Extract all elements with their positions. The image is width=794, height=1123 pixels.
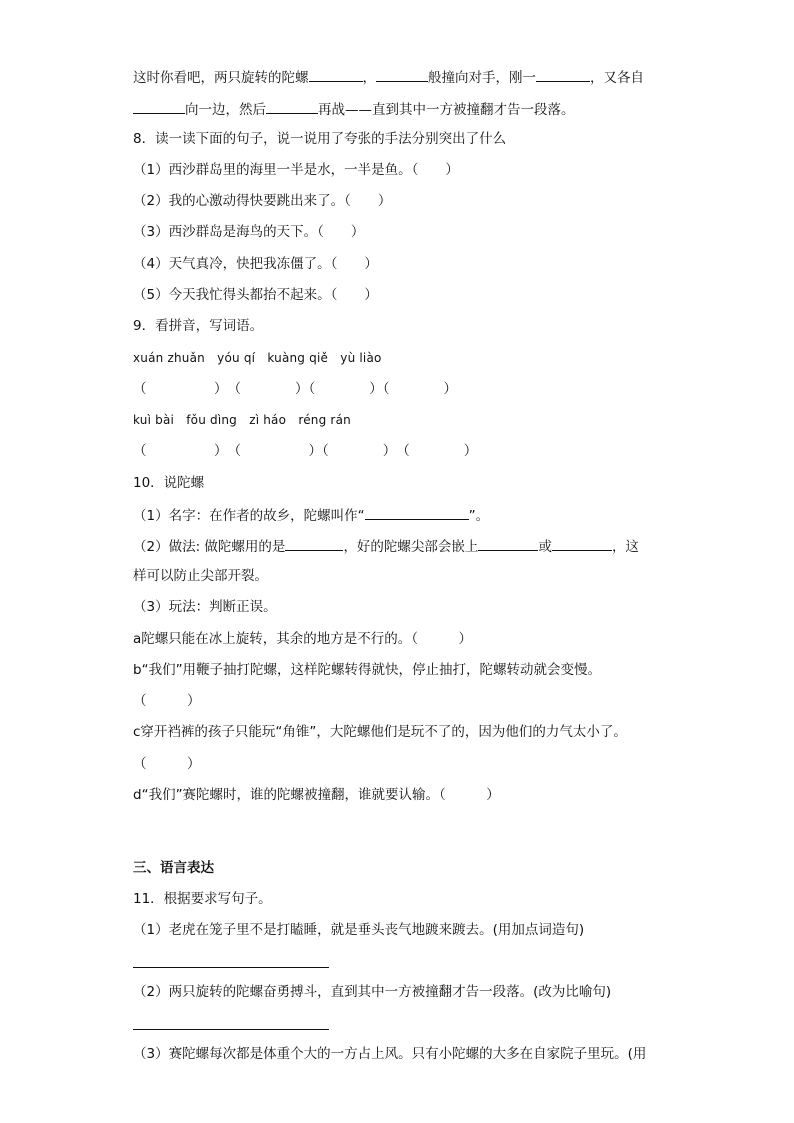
blank-input[interactable] [285, 536, 343, 551]
q9-prompt: 9．看拼音，写词语。 [133, 318, 264, 334]
q10-prompt: 10．说陀螺 [133, 475, 205, 491]
q10-text: ，好的陀螺尖部会嵌上 [343, 539, 479, 555]
q11-item-2: （2）两只旋转的陀螺奋勇搏斗，直到其中一方被撞翻才告一段落。(改为比喻句) [133, 984, 612, 1000]
q10-statement-a: a陀螺只能在冰上旋转，其余的地方是不行的。（ ） [133, 631, 473, 647]
q8-item-2: （2）我的心激动得快要跳出来了。（ ） [133, 193, 392, 209]
passage-text: 般撞向对手，刚一 [428, 70, 536, 86]
q8-prompt: 8．读一读下面的句子，说一说用了夸张的手法分别突出了什么 [133, 131, 507, 147]
blank-input[interactable] [133, 99, 185, 114]
q10-statement-b: b“我们”用鞭子抽打陀螺，这样陀螺转得就快，停止抽打，陀螺转动就会变慢。 [133, 662, 602, 678]
answer-line[interactable] [133, 967, 329, 968]
passage-fill-line-2 [133, 99, 575, 119]
q10-statement-c: c穿开裆裤的孩子只能玩“角锥”，大陀螺他们是玩不了的，因为他们的力气太小了。 [133, 724, 627, 740]
q10-answer-paren-b[interactable]: （ ） [133, 693, 201, 709]
section-title: 三、语言表达 [133, 860, 214, 876]
passage-text: 向一边，然后 [185, 102, 266, 118]
blank-input[interactable] [266, 99, 318, 114]
q10-text: （2）做法: 做陀螺用的是 [133, 539, 286, 555]
q10-method-line-2: 样可以防止尖部开裂。 [133, 568, 268, 584]
passage-text: 再战——直到其中一方被撞翻才告一段落。 [318, 102, 575, 118]
passage-text: ， [362, 70, 376, 86]
blank-input[interactable] [309, 67, 363, 82]
q10-text: （1）名字：在作者的故乡，陀螺叫作“ [133, 508, 365, 524]
passage-text: ，又各自 [590, 70, 644, 86]
q9-answer-brackets-row-1[interactable]: （ ） （ ）（ ）（ ） [133, 381, 457, 397]
q8-item-5: （5）今天我忙得头都抬不起来。（ ） [133, 287, 378, 303]
blank-input[interactable] [365, 505, 469, 520]
q10-method-line [133, 536, 639, 556]
q10-statement-d: d“我们”赛陀螺时，谁的陀螺被撞翻，谁就要认输。（ ） [133, 787, 500, 803]
blank-input[interactable] [376, 67, 428, 82]
passage-fill-line-1 [133, 67, 644, 87]
q9-pinyin-row-1: xuán zhuǎn yóu qí kuàng qiě yù liào [133, 351, 382, 365]
q10-text: ，这 [611, 539, 639, 555]
q10-answer-paren-c[interactable]: （ ） [133, 756, 201, 772]
q8-item-3: （3）西沙群岛是海鸟的天下。（ ） [133, 224, 365, 240]
q9-pinyin-row-2: kuì bài fǒu dìng zì háo réng rán [133, 413, 351, 427]
q11-item-1: （1）老虎在笼子里不是打瞌睡，就是垂头丧气地踱来踱去。(用加点词造句) [133, 922, 585, 938]
q8-item-4: （4）天气真冷，快把我冻僵了。（ ） [133, 256, 378, 272]
q8-item-1: （1）西沙群岛里的海里一半是水，一半是鱼。（ ） [133, 162, 459, 178]
blank-input[interactable] [478, 536, 538, 551]
q10-name-line [133, 505, 489, 525]
answer-line[interactable] [133, 1029, 329, 1030]
passage-text: 这时你看吧，两只旋转的陀螺 [133, 70, 309, 86]
q9-answer-brackets-row-2[interactable]: （ ） （ ）（ ） （ ） [133, 443, 478, 459]
q10-text: 或 [538, 539, 552, 555]
blank-input[interactable] [552, 536, 612, 551]
q10-play-prompt: （3）玩法：判断正误。 [133, 599, 277, 615]
blank-input[interactable] [536, 67, 590, 82]
q11-prompt: 11．根据要求写句子。 [133, 891, 272, 907]
q10-text: ”。 [468, 508, 490, 524]
q11-item-3: （3）赛陀螺每次都是体重个大的一方占上风。只有小陀螺的大多在自家院子里玩。(用 [133, 1046, 647, 1062]
